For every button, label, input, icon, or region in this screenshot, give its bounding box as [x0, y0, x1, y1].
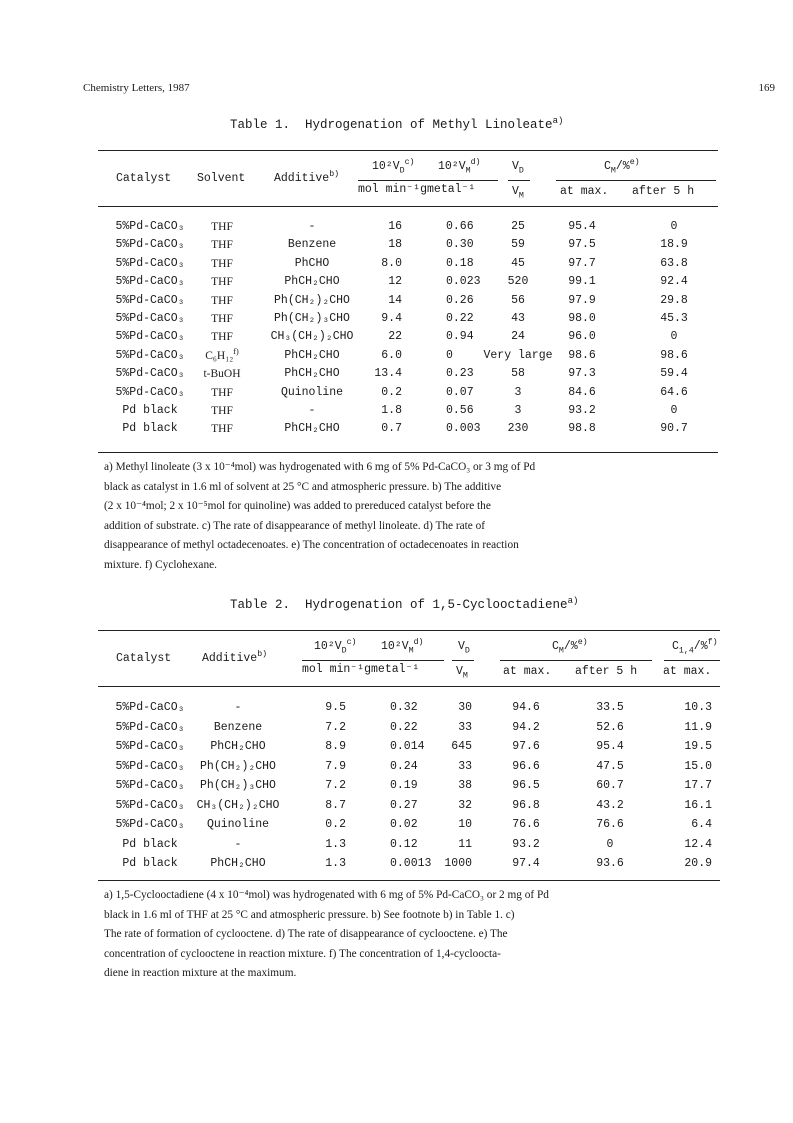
- table1-cell-atmax: 97.7: [568, 256, 596, 270]
- table1-cell-after: 59.4: [660, 367, 688, 381]
- table2-header-rule: [98, 686, 720, 687]
- table2-cell-additive: -: [234, 837, 242, 851]
- table2-cell-vm: 0.32: [390, 701, 418, 714]
- table1-solvent-footnote-mark: f): [233, 346, 239, 356]
- table1-cell-vd: 0.2: [381, 385, 402, 399]
- table1-cell-vd: 13.4: [374, 367, 402, 381]
- table2-cell-after: 93.6: [596, 857, 624, 870]
- table2-cell-vm: 0.02: [390, 818, 418, 831]
- table1-cell-atmax: 98.6: [568, 348, 596, 362]
- table1-cell-solvent: THF: [211, 331, 233, 344]
- table1-header-atmax: at max.: [560, 185, 609, 198]
- table2-cell-catalyst: 5%Pd-CaCO₃: [115, 818, 185, 831]
- table1-header-additive: Additive$^{b)}$: [274, 170, 340, 185]
- table2-cell-c14: 20.9: [684, 857, 712, 870]
- table2-footnote-line: The rate of formation of cyclooctene. d) The rate of disappearance of cyclooctene. e) The: [104, 928, 508, 940]
- table2-cell-ratio: 10: [458, 818, 472, 831]
- table2-cell-vm: 0.27: [390, 798, 418, 812]
- table2-cell-ratio: 32: [458, 798, 472, 812]
- table1-cell-vm: 0.23: [446, 367, 474, 381]
- table1-cell-solvent: C₆H₁₂$^{f)}$: [205, 346, 239, 362]
- table2-units-rule: [302, 660, 444, 661]
- table2-cell-additive: PhCH₂CHO: [210, 740, 266, 753]
- table1-header-cm: $C_M/\%^{e)}$: [604, 158, 640, 176]
- table2-footnote-line: diene in reaction mixture at the maximum.: [104, 967, 297, 979]
- table1-header-units: mol min⁻¹gmetal⁻¹: [358, 183, 476, 196]
- table2-cell-ratio: 11: [458, 837, 472, 851]
- table1-cell-ratio: 59: [511, 238, 525, 252]
- table1-cell-vm: 0.22: [446, 312, 474, 325]
- table1-cell-catalyst: 5%Pd-CaCO₃: [115, 367, 185, 381]
- journal-header: Chemistry Letters, 1987: [83, 82, 190, 94]
- table2-footnote-line: concentration of cyclooctene in reaction mixture. f) The concentration of 1,4-cycloocta-: [104, 947, 501, 960]
- table1-cell-vm: 0.94: [446, 330, 474, 344]
- table1-cell-atmax: 97.5: [568, 238, 596, 252]
- table1-cell-catalyst: 5%Pd-CaCO₃: [115, 330, 185, 344]
- table1-cell-vd: 16: [388, 220, 402, 233]
- table1-cell-ratio: 43: [511, 312, 525, 325]
- table2-cell-catalyst: 5%Pd-CaCO₃: [115, 701, 185, 714]
- table2-cell-ratio: 38: [458, 779, 472, 792]
- table1-cell-atmax: 96.0: [568, 330, 596, 344]
- table2-cell-atmax: 96.8: [512, 798, 540, 812]
- table2-cell-catalyst: Pd black: [122, 857, 178, 870]
- table1-header-catalyst: Catalyst: [116, 172, 172, 185]
- table2-header-ratio-den: $V_M$: [456, 665, 468, 681]
- table2-header-catalyst: Catalyst: [116, 652, 172, 665]
- table2-cell-c14: 15.0: [684, 759, 712, 773]
- table2-cell-vm: 0.22: [390, 720, 418, 734]
- table2-cell-after: 76.6: [596, 818, 624, 831]
- table1-cell-after: 64.6: [660, 385, 688, 399]
- table2-cell-c14: 11.9: [684, 720, 712, 734]
- table1-cell-vm: 0.26: [446, 293, 474, 307]
- table2-cell-additive: CH₃(CH₂)₂CHO: [196, 798, 280, 812]
- table1-cell-solvent: THF: [211, 276, 233, 289]
- table2-cell-vd: 0.2: [325, 818, 346, 831]
- table2-ratio-rule: [452, 660, 474, 661]
- table1-footnote-line: mixture. f) Cyclohexane.: [104, 558, 217, 571]
- table2-top-rule: [98, 630, 720, 631]
- table2-cell-ratio: 645: [451, 740, 472, 753]
- table2-cell-vm: 0.24: [390, 759, 418, 773]
- table1-cell-ratio: 56: [511, 293, 525, 307]
- table2-cell-vd: 9.5: [325, 701, 346, 714]
- table2-caption: Table 2. Hydrogenation of 1,5-Cyclooctadiene$^{a)}$: [230, 595, 579, 612]
- table1-cell-solvent: THF: [211, 294, 233, 307]
- table1-cell-additive: PhCH₂CHO: [284, 422, 340, 436]
- table1-cell-solvent: THF: [211, 423, 233, 436]
- table2-cell-catalyst: 5%Pd-CaCO₃: [115, 720, 185, 734]
- table1-header-after5h: after 5 h: [632, 185, 695, 198]
- table2-cell-additive: PhCH₂CHO: [210, 857, 266, 870]
- table1-cell-solvent: t-BuOH: [203, 368, 241, 381]
- table2-header-units: mol min⁻¹gmetal⁻¹: [302, 663, 420, 676]
- table2-cell-atmax: 94.6: [512, 701, 540, 714]
- table2-cell-vm: 0.0013: [390, 857, 432, 870]
- table2-cell-catalyst: 5%Pd-CaCO₃: [115, 740, 185, 753]
- table2-header-additive: Additive$^{b)}$: [202, 650, 268, 665]
- table2-cell-additive: Quinoline: [206, 818, 270, 831]
- table2-cell-c14: 19.5: [684, 740, 712, 753]
- table1-cell-vm: 0.07: [446, 385, 474, 399]
- table2-cell-catalyst: 5%Pd-CaCO₃: [115, 798, 185, 812]
- table1-cell-after: 29.8: [660, 293, 688, 307]
- table1-header-vm: $10^2V_M^{d)}$: [438, 158, 481, 176]
- table2-header-vm: $10^2V_M^{d)}$: [381, 638, 424, 656]
- table1-header-ratio-den: $V_M$: [512, 185, 524, 201]
- table1-top-rule: [98, 150, 718, 151]
- table2-footnote-line: black in 1.6 ml of THF at 25 °C and atmospheric pressure. b) See footnote b) in Table 1. c): [104, 908, 515, 921]
- table2-cell-after: 33.5: [596, 701, 624, 714]
- table2-cell-catalyst: 5%Pd-CaCO₃: [115, 759, 185, 773]
- table1-cell-after: 92.4: [660, 275, 688, 289]
- table1-footnote-line: disappearance of methyl octadecenoates. e) The concentration of octadecenoates in reaction: [104, 539, 519, 551]
- table2-cell-after: 43.2: [596, 798, 624, 812]
- table2-header-atmax2: at max.: [663, 665, 712, 678]
- table2-cell-vm: 0.014: [390, 740, 425, 753]
- table2-header-c14: $C_{1,4}/\%^{f)}$: [672, 638, 718, 656]
- table1-cell-additive: -: [308, 404, 316, 417]
- table2-cell-ratio: 33: [458, 759, 472, 773]
- table1-cell-vd: 1.8: [381, 404, 402, 417]
- table2-cell-c14: 16.1: [684, 798, 712, 812]
- table2-cell-atmax: 93.2: [512, 837, 540, 851]
- table2-cell-vd: 8.9: [325, 740, 346, 753]
- table2-footnote-line: a) 1,5-Cyclooctadiene (4 x 10⁻⁴mol) was hydrogenated with 6 mg of 5% Pd-CaCO₃ or 2 mg of Pd: [104, 889, 549, 901]
- table1-footnote-line: a) Methyl linoleate (3 x 10⁻⁴mol) was hydrogenated with 6 mg of 5% Pd-CaCO₃ or 3 mg of Pd: [104, 461, 536, 473]
- table1-footnote-line: black as catalyst in 1.6 ml of solvent at 25 °C and atmospheric pressure. b) The additive: [104, 480, 502, 493]
- table1-cell-after: 98.6: [660, 348, 688, 362]
- table1-cell-vd: 8.0: [381, 256, 402, 270]
- table1-cell-additive: PhCH₂CHO: [284, 367, 340, 381]
- table1-cell-atmax: 97.9: [568, 293, 596, 307]
- table1-cell-atmax: 98.8: [568, 422, 596, 436]
- table1-cell-ratio: 45: [511, 256, 525, 270]
- table2-cell-after: 60.7: [596, 779, 624, 792]
- table1-cell-ratio: 3: [514, 404, 522, 417]
- table2-cell-atmax: 96.6: [512, 759, 540, 773]
- table1-cell-additive: -: [308, 220, 316, 233]
- table2-cell-atmax: 94.2: [512, 720, 540, 734]
- table1-cell-catalyst: 5%Pd-CaCO₃: [115, 385, 185, 399]
- table1-cell-vm: 0.30: [446, 238, 474, 252]
- table1-cell-catalyst: 5%Pd-CaCO₃: [115, 238, 185, 252]
- table1-cell-vd: 22: [388, 330, 402, 344]
- table1-cell-after: 45.3: [660, 312, 688, 325]
- table1-cell-vd: 12: [388, 275, 402, 289]
- table1-cell-catalyst: Pd black: [122, 404, 178, 417]
- table1-cell-ratio: 230: [507, 422, 529, 436]
- table1-cell-ratio: 25: [511, 220, 525, 233]
- table2-header-after5h: after 5 h: [575, 665, 638, 678]
- table1-cell-additive: Quinoline: [280, 385, 344, 399]
- table1-cell-atmax: 84.6: [568, 385, 596, 399]
- table2-cell-vd: 7.9: [325, 759, 346, 773]
- table2-cell-additive: Benzene: [213, 720, 263, 734]
- table1-cell-vm: 0.56: [446, 404, 474, 417]
- table1-cell-vm: 0.18: [446, 256, 474, 270]
- table1-cell-catalyst: 5%Pd-CaCO₃: [115, 220, 185, 233]
- table2-cell-vm: 0.12: [390, 837, 418, 851]
- table2-cell-vd: 1.3: [325, 857, 346, 870]
- table1-cell-additive: PhCH₂CHO: [284, 348, 340, 362]
- table1-cell-vm: 0.66: [446, 220, 474, 233]
- table1-cell-additive: Benzene: [287, 238, 337, 252]
- table1-cell-after: 90.7: [660, 422, 688, 436]
- table1-cell-atmax: 99.1: [568, 275, 596, 289]
- table1-units-rule: [358, 180, 498, 181]
- table2-c14-rule: [664, 660, 720, 661]
- table2-cell-after: 95.4: [596, 740, 624, 753]
- table1-cell-additive: PhCH₂CHO: [284, 275, 340, 289]
- table2-cell-vd: 1.3: [325, 837, 346, 851]
- table1-cell-after: 0: [670, 330, 678, 344]
- table1-ratio-rule: [508, 180, 530, 181]
- table1-cell-catalyst: 5%Pd-CaCO₃: [115, 293, 185, 307]
- table1-cell-catalyst: 5%Pd-CaCO₃: [115, 312, 185, 325]
- table2-cell-additive: Ph(CH₂)₂CHO: [200, 759, 276, 773]
- table2-cell-atmax: 96.5: [512, 779, 540, 792]
- table2-cell-atmax: 97.6: [512, 740, 540, 753]
- table1-footnote-line: addition of substrate. c) The rate of disappearance of methyl linoleate. d) The rate of: [104, 519, 486, 532]
- table1-cell-solvent: THF: [211, 386, 233, 399]
- table2-cell-ratio: 1000: [444, 857, 472, 870]
- table1-header-ratio-num: $V_D$: [512, 160, 524, 176]
- table2-cell-after: 0: [606, 837, 614, 851]
- table1-cell-ratio: 58: [511, 367, 525, 381]
- table1-cell-atmax: 93.2: [568, 404, 596, 417]
- table1-bottom-rule: [98, 452, 718, 453]
- table2-cell-catalyst: 5%Pd-CaCO₃: [115, 779, 185, 792]
- table1-cell-solvent: THF: [211, 405, 233, 417]
- table1-cell-atmax: 98.0: [568, 312, 596, 325]
- table1-cm-rule: [556, 180, 716, 181]
- table1-cell-vd: 14: [388, 293, 402, 307]
- table2-header-ratio-num: $V_D$: [458, 640, 470, 656]
- table1-header-vd: $10^2V_D^{c)}$: [372, 158, 415, 176]
- page-number: 169: [758, 82, 775, 94]
- table2-cell-after: 52.6: [596, 720, 624, 734]
- table1-cell-ratio: 24: [511, 330, 525, 344]
- table1-footnote-line: (2 x 10⁻⁴mol; 2 x 10⁻⁵mol for quinoline) was added to prereduced catalyst before the: [104, 500, 491, 512]
- table1-cell-after: 18.9: [660, 238, 688, 252]
- table1-cell-vd: 18: [388, 238, 402, 252]
- table1-cell-atmax: 97.3: [568, 367, 596, 381]
- table2-cm-rule: [500, 660, 652, 661]
- table1-cell-ratio: 3: [514, 385, 522, 399]
- table2-cell-c14: 10.3: [684, 701, 712, 714]
- table1-cell-additive: CH₃(CH₂)₂CHO: [270, 330, 354, 344]
- table2-cell-vd: 7.2: [325, 779, 346, 792]
- table1-cell-solvent: THF: [211, 257, 233, 270]
- table1-cell-catalyst: 5%Pd-CaCO₃: [115, 275, 185, 289]
- table1-cell-vd: 6.0: [381, 348, 402, 362]
- table1-cell-additive: Ph(CH₂)₂CHO: [274, 293, 350, 307]
- table2-header-vd: $10^2V_D^{c)}$: [314, 638, 357, 656]
- table1-cell-after: 0: [670, 220, 678, 233]
- table2-cell-after: 47.5: [596, 759, 624, 773]
- table1-cell-vm: 0: [446, 348, 453, 362]
- table1-cell-vd: 0.7: [381, 422, 402, 436]
- table2-header-cm: $C_M/\%^{e)}$: [552, 638, 588, 656]
- table2-cell-c14: 12.4: [684, 837, 712, 851]
- table2-cell-additive: Ph(CH₂)₃CHO: [200, 779, 276, 792]
- table1-cell-additive: PhCHO: [294, 256, 330, 270]
- table2-cell-vd: 7.2: [325, 720, 346, 734]
- table1-cell-after: 63.8: [660, 256, 688, 270]
- table2-cell-c14: 17.7: [684, 779, 712, 792]
- table2-cell-vm: 0.19: [390, 779, 418, 792]
- table2-cell-catalyst: Pd black: [122, 837, 178, 851]
- table2-cell-ratio: 33: [458, 720, 472, 734]
- table1-cell-atmax: 95.4: [568, 220, 596, 233]
- table1-cell-ratio: 520: [507, 275, 529, 289]
- table1-header-rule: [98, 206, 718, 207]
- table1-cell-additive: Ph(CH₂)₃CHO: [274, 312, 350, 325]
- table1-cell-catalyst: Pd black: [122, 422, 178, 436]
- table2-cell-atmax: 76.6: [512, 818, 540, 831]
- table1-cell-vm: 0.003: [446, 422, 481, 436]
- table1-header-solvent: Solvent: [197, 172, 246, 185]
- table1-cell-solvent: THF: [211, 221, 233, 233]
- table1-cell-ratio: Very large: [483, 348, 553, 362]
- table2-bottom-rule: [98, 880, 720, 881]
- table1-cell-vd: 9.4: [381, 312, 402, 325]
- table1-cell-solvent: THF: [211, 313, 233, 325]
- table2-cell-c14: 6.4: [691, 818, 712, 831]
- table1-cell-catalyst: 5%Pd-CaCO₃: [115, 256, 185, 270]
- table1-cell-after: 0: [670, 404, 678, 417]
- table2-cell-ratio: 30: [458, 701, 472, 714]
- table2-header-atmax: at max.: [503, 665, 552, 678]
- table2-cell-vd: 8.7: [325, 798, 346, 812]
- table1-cell-solvent: THF: [211, 239, 233, 252]
- table2-cell-additive: -: [234, 701, 242, 714]
- table1-cell-catalyst: 5%Pd-CaCO₃: [115, 348, 185, 362]
- table1-cell-vm: 0.023: [446, 275, 481, 289]
- table2-cell-atmax: 97.4: [512, 857, 540, 870]
- table1-caption: Table 1. Hydrogenation of Methyl Linoleate$^{a)}$: [230, 115, 564, 132]
